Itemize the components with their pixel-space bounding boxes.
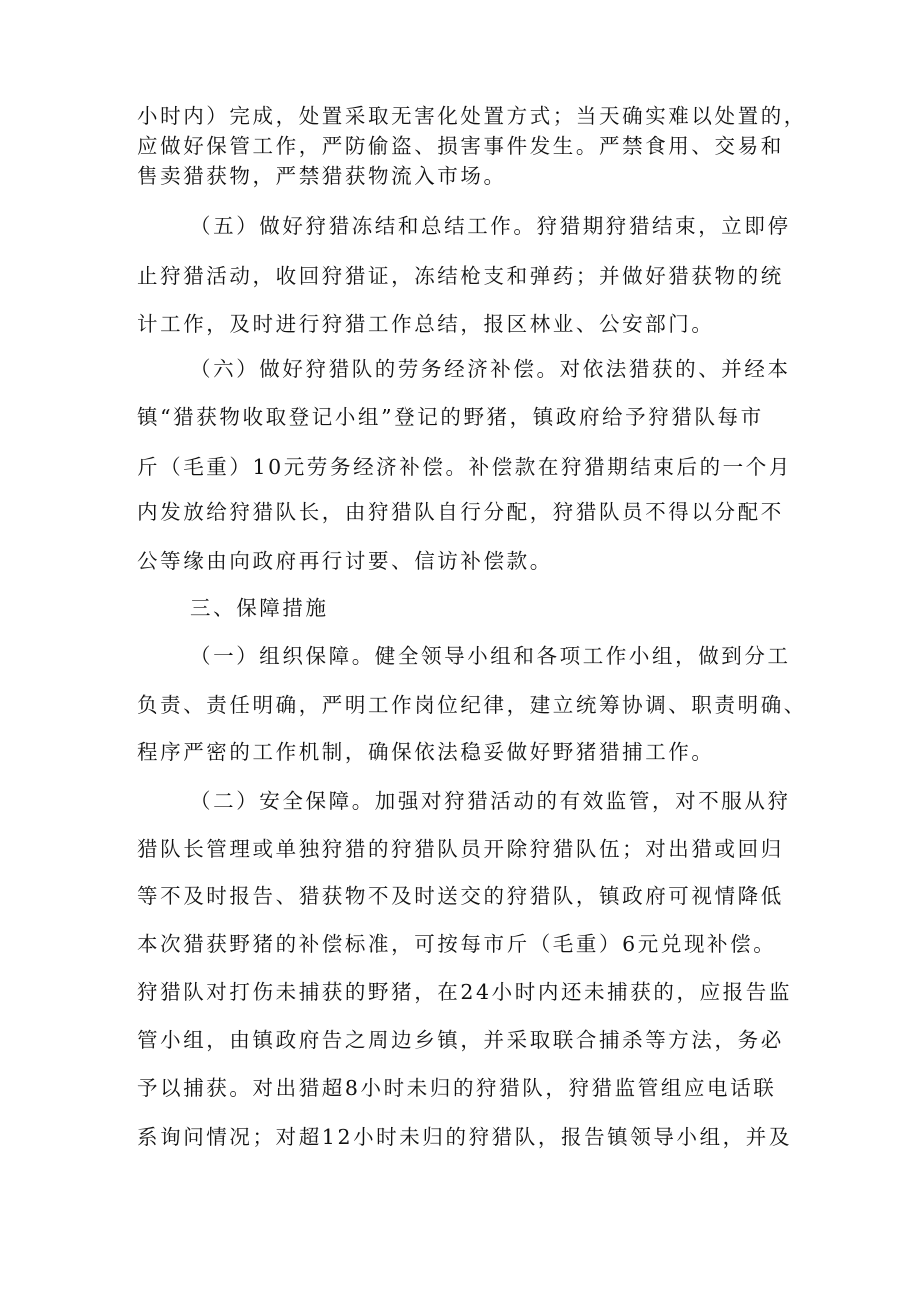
- text-line: 狩猎队对打伤未捕获的野猪，在24小时内还未捕获的，应报告监: [137, 980, 792, 1004]
- heading-line: 三、保障措施: [190, 596, 329, 620]
- text-line: （一）组织保障。健全领导小组和各项工作小组，做到分工: [190, 644, 791, 668]
- text-line: 售卖猎获物，严禁猎获物流入市场。: [137, 164, 507, 188]
- text-line: （六）做好狩猎队的劳务经济补偿。对依法猎获的、并经本: [190, 357, 791, 381]
- text-line: 应做好保管工作，严防偷盗、损害事件发生。严禁食用、交易和: [137, 134, 784, 158]
- text-line: 本次猎获野猪的补偿标准，可按每市斤（毛重）6元兑现补偿。: [137, 932, 777, 956]
- text-line: 计工作，及时进行狩猎工作总结，报区林业、公安部门。: [137, 312, 715, 336]
- text-line: 管小组，由镇政府告之周边乡镇，并采取联合捕杀等方法，务必: [137, 1028, 784, 1052]
- text-line: 等不及时报告、猎获物不及时送交的狩猎队，镇政府可视情降低: [137, 884, 784, 908]
- text-line: 止狩猎活动，收回狩猎证，冻结枪支和弹药；并做好猎获物的统: [137, 264, 784, 288]
- text-line: 内发放给狩猎队长，由狩猎队自行分配，狩猎队员不得以分配不: [137, 500, 784, 524]
- text-line: 予以捕获。对出猎超8小时未归的狩猎队，狩猎监管组应电话联: [137, 1076, 777, 1100]
- text-line: 程序严密的工作机制，确保依法稳妥做好野猪猎捕工作。: [137, 740, 715, 764]
- text-line: 公等缘由向政府再行讨要、信访补偿款。: [137, 549, 553, 573]
- text-line: 猎队长管理或单独狩猎的狩猎队员开除狩猎队伍；对出猎或回归: [137, 837, 784, 861]
- text-line: 斤（毛重）10元劳务经济补偿。补偿款在狩猎期结束后的一个月: [137, 455, 792, 479]
- text-line: 镇“猎获物收取登记小组”登记的野猪，镇政府给予狩猎队每市: [137, 405, 764, 429]
- text-line: （二）安全保障。加强对狩猎活动的有效监管，对不服从狩: [190, 789, 791, 813]
- text-line: （五）做好狩猎冻结和总结工作。狩猎期狩猎结束，立即停: [190, 214, 791, 238]
- text-line: 系询问情况；对超12小时未归的狩猎队，报告镇领导小组，并及: [137, 1125, 792, 1149]
- text-line: 负责、责任明确，严明工作岗位纪律，建立统筹协调、职责明确、: [137, 693, 807, 717]
- text-line: 小时内）完成，处置采取无害化处置方式；当天确实难以处置的，: [137, 104, 807, 128]
